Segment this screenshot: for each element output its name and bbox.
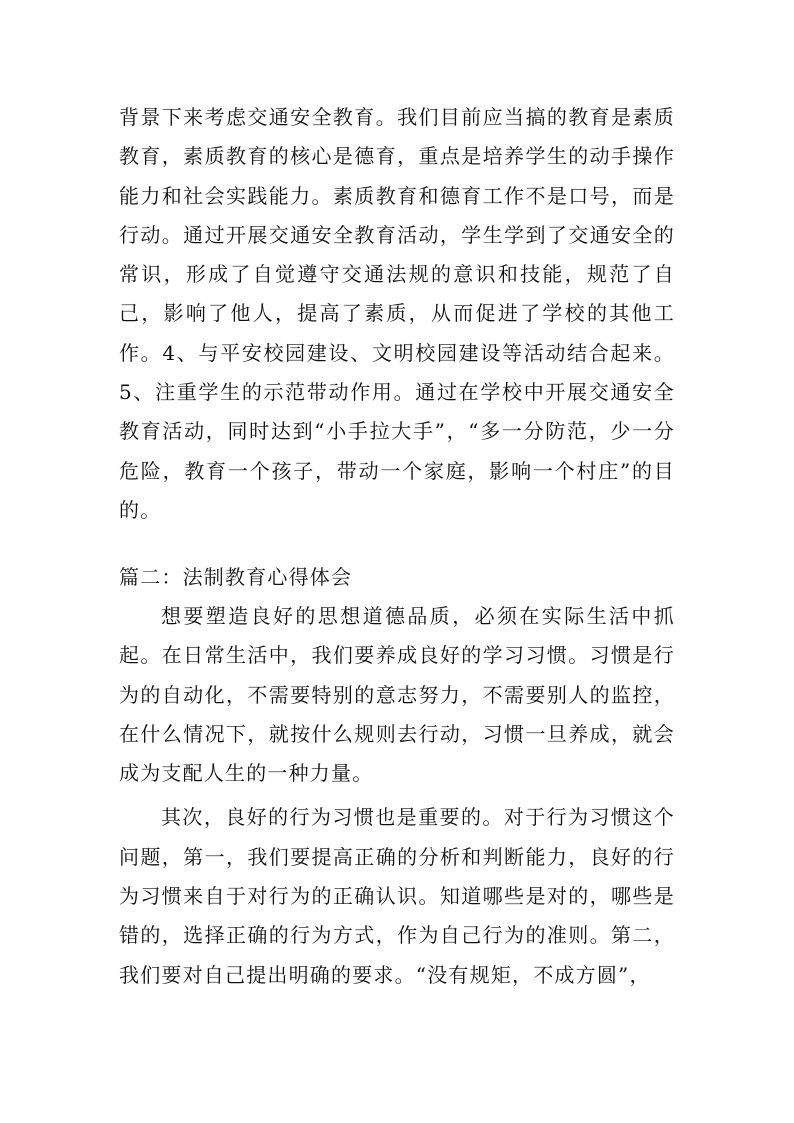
body-paragraph-1: 背景下来考虑交通安全教育。我们目前应当搞的教育是素质教育，素质教育的核心是德育，重点是培养学生的动手操作能力和社会实践能力。素质教育和德育工作不是口号，而是行动。通过开展交通安全教育活动，学生学到了交通安全的常识，形成了自觉遵守交通法规的意识和技能，规范了自己，影响了他人，提高了素质，从而促进了学校的其他工作。4、与平安校园建设、文明校园建设等活动结合起来。5、注重学生的示范带动作用。通过在学校中开展交通安全教育活动，同时达到“小手拉大手”，“多一分防范，少一分危险，教育一个孩子，带动一个家庭，影响一个村庄”的目的。: [119, 105, 675, 522]
section-heading: 篇二：法制教育心得体会: [119, 565, 353, 589]
body-paragraph-3: 其次，良好的行为习惯也是重要的。对于行为习惯这个问题，第一，我们要提高正确的分析和判断能力，良好的行为习惯来自于对行为的正确认识。知道哪些是对的，哪些是错的，选择正确的行为方式，作为自己行为的准则。第二，我们要对自己提出明确的要求。“没有规矩，不成方圆”，: [119, 805, 675, 987]
section-body: [119, 597, 675, 995]
body-paragraph-2: 想要塑造良好的思想道德品质，必须在实际生活中抓起。在日常生活中，我们要养成良好的学习习惯。习惯是行为的自动化，不需要特别的意志努力，不需要别人的监控，在什么情况下，就按什么规则去行动，习惯一旦养成，就会成为支配人生的一种力量。: [119, 604, 675, 786]
